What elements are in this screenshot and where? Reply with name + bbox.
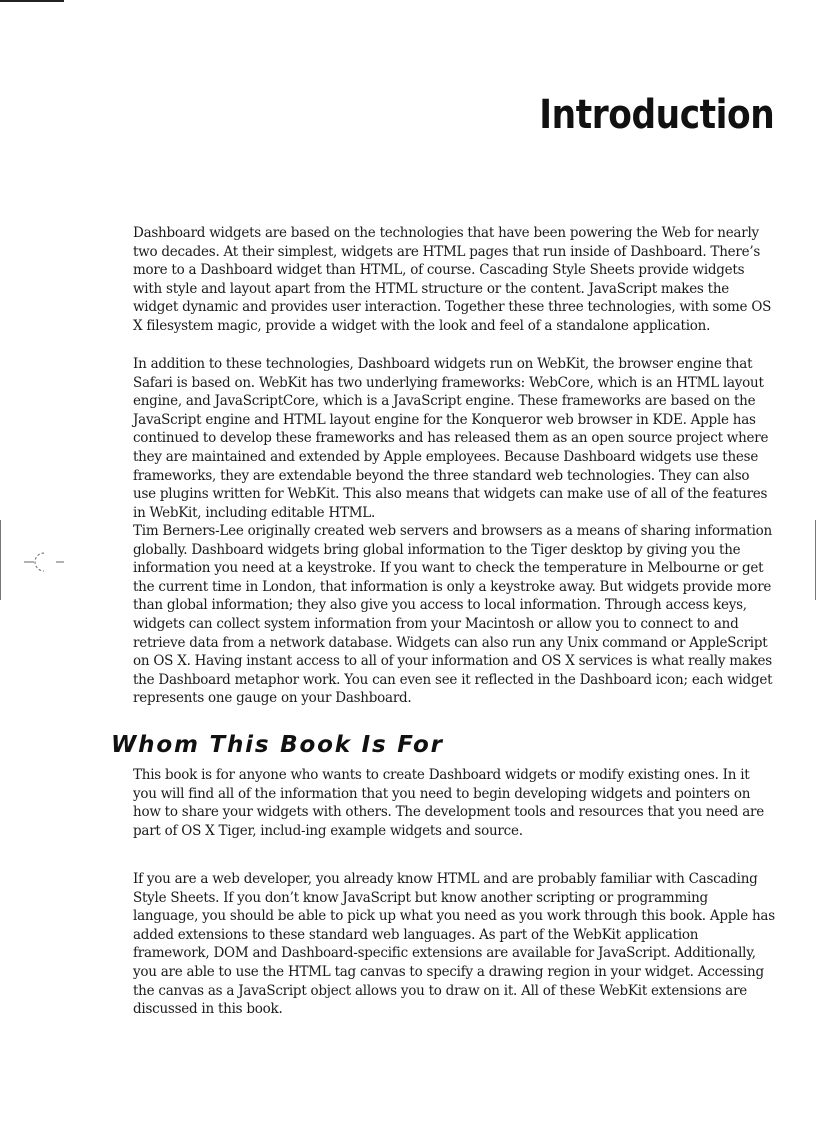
section-paragraph-1: This book is for anyone who wants to create Dashboard widgets or modify existing ones. In it you will find all of the information that you need to begin developing widgets and pointers on how to share your widgets with others. The development tools and resources that you need are part of OS X Tiger, includ-ing example widgets and source. (133, 767, 764, 839)
section-paragraph-2: If you are a web developer, you already know HTML and are probably familiar with Cascading Style Sheets. If you don’t know JavaScript but know another scripting or programming language, you should be able to pick up what you need as you work through this book. Apple has added extensions to these standard web languages. As part of the WebKit application framework, DOM and Dashboard-specific extensions are available for JavaScript. Additionally, you are able to use the HTML tag canvas to specify a drawing region in your widget. Accessing the canvas as a JavaScript object allows you to draw on it. All of these WebKit extensions are discussed in this book. (133, 871, 775, 1018)
registration-mark-icon (22, 550, 66, 574)
intro-paragraph-1: Dashboard widgets are based on the technologies that have been powering the Web for nearly two decades. At their simplest, widgets are HTML pages that run inside of Dashboard. There’s more to a Dashboard widget than HTML, of course. Cascading Style Sheets provide widgets with style and layout apart from the HTML structure or the content. JavaScript makes the widget dynamic and provides user interaction. Together these three technologies, with some OS X filesystem magic, provide a widget with the look and feel of a standalone application. (133, 225, 772, 334)
intro-paragraph-3: Tim Berners-Lee originally created web servers and browsers as a means of sharing information globally. Dashboard widgets bring global information to the Tiger desktop by giving you the information you need at a keystroke. If you want to check the temperature in Melbourne or get the current time in London, that information is only a keystroke away. But widgets provide more than global information; they also give you access to local information. Through access keys, widgets can collect system information from your Macintosh or allow you to connect to and retrieve data from a network database. Widgets can also run any Unix command or AppleScript on OS X. Having instant access to all of your information and OS X services is what really makes the Dashboard metaphor work. You can even see it reflected in the Dashboard icon; each widget represents one gauge on your Dashboard. (133, 523, 773, 707)
chapter-title: Introduction (538, 92, 774, 138)
top-rule (0, 0, 64, 2)
left-margin-mark (0, 520, 1, 600)
section-heading: Whom This Book Is For (111, 732, 444, 758)
intro-paragraph-2: In addition to these technologies, Dashboard widgets run on WebKit, the browser engine that Safari is based on. WebKit has two underlying frameworks: WebCore, which is an HTML layout engine, and JavaScriptCore, which is a JavaScript engine. These frameworks are based on the JavaScript engine and HTML layout engine for the Konqueror web browser in KDE. Apple has continued to develop these frameworks and has released them as an open source project where they are maintained and extended by Apple employees. Because Dashboard widgets use these frameworks, they are extendable beyond the three standard web technologies. They can also use plugins written for WebKit. This also means that widgets can make use of all of the features in WebKit, including editable HTML. (133, 356, 769, 521)
